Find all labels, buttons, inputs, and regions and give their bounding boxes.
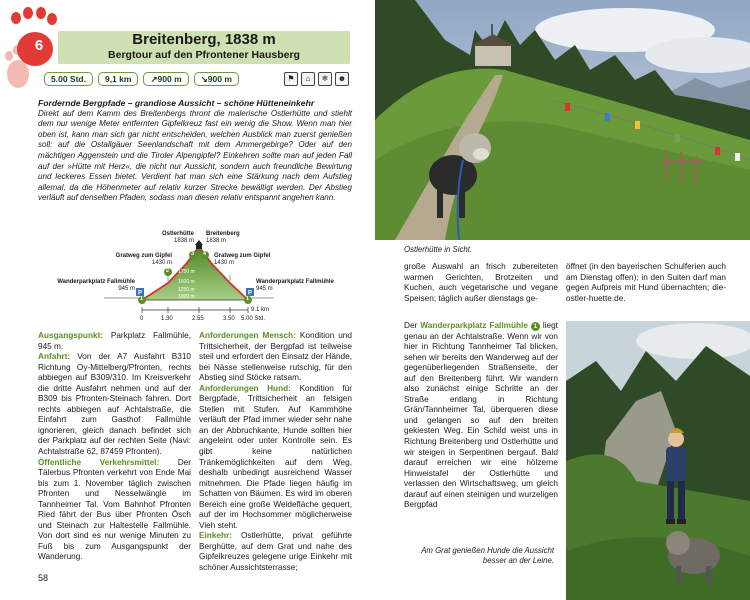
photo-hiker-with-dog: [566, 321, 750, 600]
duration-badge: 5.00 Std.: [44, 72, 93, 86]
descent-badge: ↘900 m: [194, 72, 239, 86]
y-tick: 1000 m: [178, 294, 195, 300]
text-column-4: öffnet (in den bayerischen Schulferien auch am Dienstag offen); in den Suiten darf man gegen Aufpreis mit Hund übernachten; die-ostler-huette.de.: [566, 262, 726, 303]
svg-text:P: P: [137, 290, 143, 297]
text-column-3: große Auswahl an frisch zubereiteten warmen Gerichten, Brotzeiten und Kuchen, auch vegetarische und vegane Speisen; täglich außer dienstags ge-: [404, 262, 558, 303]
waypoint-label: 1: [140, 296, 144, 302]
family-icon: ☻: [335, 72, 349, 86]
waypoint-badge-1: 1: [531, 322, 540, 331]
photo-caption-2: Am Grat genießen Hunde die Aussicht besser an der Leine.: [421, 546, 554, 565]
svg-text:P: P: [247, 290, 253, 297]
intro-text: Direkt auf dem Kamm des Breitenbergs thront die malerische Ostlerhütte und stiehlt dem nur wenige Meter entfernten Gipfelkreuz fast ein wenig die Show. Wenn man hier oben ist, kann man sich gar nicht entscheiden, welchen Ausblick man zuerst genießen soll: auf die Ostallgäuer Seenlandschaft mit dem Ammergebirge? Oder auf den mächtigen Aggenstein und die Tiroler Alpengipfel? Einkehren sollte man auf jeden Fall auf der »Hütte mit Herz«, die nicht nur Aussicht, sondern auch freundliche Bewirtung und leckeres Essen bietet. Verdient hat man sich eine Stärkung nach dem Aufstieg allemal, da die Höhenmeter auf relativ kurzer Strecke bewältigt werden. Der Abstieg verläuft auf denselben Pfaden, sodass man diesen relativ entspannt angehen kann.: [38, 108, 352, 203]
label-einkehr: Einkehr:: [199, 531, 233, 541]
point-gratweg-right: Gratweg zum Gipfel 1430 m: [214, 253, 271, 266]
x-tick: 0: [140, 316, 144, 322]
point-parkplatz-start: Wanderparkplatz Fallmühle 945 m: [57, 279, 135, 292]
elevation-profile: [38, 228, 352, 328]
page-title: Breitenberg, 1838 m: [132, 31, 276, 48]
photo-dog-at-hut: [375, 0, 750, 240]
hiker-icon: ⚑: [284, 72, 298, 86]
page-subtitle: Bergtour auf den Pfrontener Hausberg: [108, 49, 300, 61]
tour-number: 6: [34, 37, 44, 54]
point-parkplatz-end: Wanderparkplatz Fallmühle 945 m: [256, 279, 334, 292]
y-tick: 1250 m: [178, 287, 195, 293]
y-tick: 1500 m: [178, 279, 195, 285]
intro: [38, 98, 352, 204]
x-tick: 1.30: [161, 316, 173, 322]
label-ausgangspunkt: Ausgangspunkt:: [38, 331, 104, 340]
label-anforderungen-hund: Anforderungen Hund:: [199, 383, 291, 393]
route-description: Der Wanderparkplatz Fallmühle 1 liegt genau an der Achtalstraße. Wenn wir von hier in Richtung Tannheimer Tal blicken, sehen wir bereits den Wanderweg auf der gegenüberliegenden Straßenseite, der auf den Breitenberg führt. Wir wandern also zunächst einige Schritte an der Straße entlang in Richtung Grän/Tannheimer Tal, überqueren diese und gelangen so auf den breiten gekiesten Weg. Ein Schild weist uns in Richtung Breitenberg und Ostlerhütte und wir steigen in Serpentinen bergauf. Bald darauf erreichen wir eine hölzerne Hinweistafel der Ostlerhütte und verlassen den Wirtschaftsweg, um gleich darauf auf einen steinigen und wurzeligen Bergpfad: [404, 321, 558, 510]
hut-icon: ⌂: [301, 72, 315, 86]
waypoint-label: 3: [191, 251, 195, 257]
page-number: 58: [38, 573, 49, 583]
point-ostlerhuette: Ostlerhütte 1838 m: [161, 231, 194, 244]
distance-label: 9.1 km: [251, 307, 270, 313]
point-gratweg-left: Gratweg zum Gipfel 1430 m: [115, 253, 172, 266]
distance-badge: 9,1 km: [98, 72, 138, 86]
waypoint-label: 2: [166, 268, 170, 274]
hut-icon: [195, 240, 203, 249]
label-wanderparkplatz: Wanderparkplatz Fallmühle: [420, 321, 528, 330]
tour-stats: [44, 72, 239, 86]
info-column-1: Ausgangspunkt: Parkplatz Fallmühle, 945 m. Anfahrt: Von der A7 Ausfahrt B310 Richtung Oy-Mittelberg/Pfronten, rechts abbiegen auf B309/310. Im Kreisverkehr die dritte Ausfahrt nehmen und auf der B309 bis Pfronten-Steinach fahren. Dort rechts abbiegen auf Achtalstraße, die Einfahrt zum Gasthof Fallmühle ignorieren, gleich danach befindet sich der Parkplatz auf der rechten Seite (Navi: Achtalstraße 62, 87459 Pfronten). Öffentliche Verkehrsmittel: Der Tälerbus Pfronten verkehrt von Ende Mai bis zum 1. November täglich zwischen Pfronten und Nesselwängle im Tannheimer Tal. Vom Bahnhof Pfronten Ried fährt der Bus über Pfronten Ösch und Steinach zur Haltestelle Fallmühle. Von dort sind es nur wenige Minuten zu Fuß bis zum Ausgangspunkt der Wanderung.: [38, 331, 191, 562]
waypoint-label: 1: [246, 296, 250, 302]
tour-icons: [284, 72, 349, 86]
info-column-2: Anforderungen Mensch: Kondition und Trittsicherheit, der Bergpfad ist teilweise steil und erfordert den Einsatz der Hände, bei Nässe stellenweise rutschig, für den Abstieg sind Stöcke ratsam. Anforderungen Hund: Kondition für Bergpfade, Trittsicherheit an felsigen Stellen mit Stufen. Auf Kammhöhe verläuft der Pfad immer wieder sehr nahe an der Abbruchkante, Hunde sollten hier angeleint oder unter Kontrolle sein. Es gibt keine natürlichen Tränkemöglichkeiten auf dem Weg, deshalb unbedingt ausreichend Wasser mitnehmen. Die Pfade liegen häufig im Schatten von Bäumen. Es wird im oberen Bereich eine große Weidefläche gequert, auf der im Hochsommer möglicherweise Vieh steht. Einkehr: Ostlerhütte, privat geführte Berghütte, auf dem Grat und nahe des Gipfelkreuzes gelegene urige Einkehr mit schöner Aussichtsterrasse;: [199, 331, 352, 573]
label-oeffentliche: Öffentliche Verkehrsmittel:: [38, 457, 160, 467]
point-breitenberg: Breitenberg 1838 m: [206, 231, 240, 244]
y-tick: 1750 m: [178, 269, 195, 275]
intro-heading: Fordernde Bergpfade – grandiose Aussicht – schöne Hütteneinkehr: [38, 98, 315, 108]
x-tick: 3.50: [223, 316, 235, 322]
label-anfahrt: Anfahrt:: [38, 352, 71, 362]
x-tick: 5.00 Std.: [241, 316, 266, 322]
waypoint-label: 4: [203, 251, 207, 257]
photo-caption-1: Ostlerhütte in Sicht.: [404, 245, 473, 254]
ascent-badge: ↗900 m: [143, 72, 188, 86]
label-anforderungen-mensch: Anforderungen Mensch:: [199, 331, 296, 340]
x-tick: 2.55: [192, 316, 204, 322]
dog-icon: ❄: [318, 72, 332, 86]
